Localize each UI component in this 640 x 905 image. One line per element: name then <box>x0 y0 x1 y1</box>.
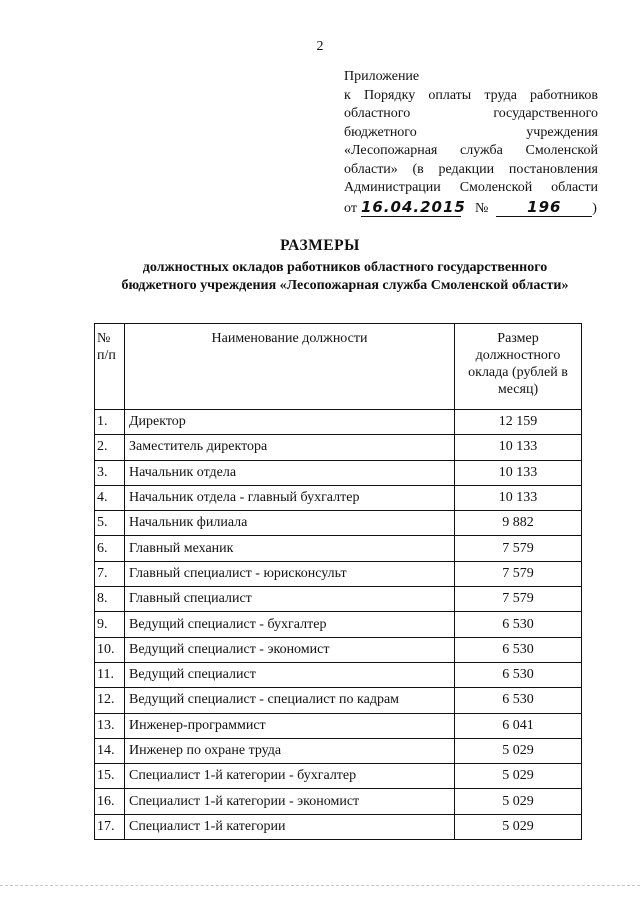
row-salary: 10 133 <box>455 485 582 510</box>
row-position: Директор <box>125 410 455 435</box>
row-number: 6. <box>95 536 125 561</box>
row-position: Специалист 1-й категории - экономист <box>125 789 455 814</box>
header-position: Наименование должности <box>125 324 455 410</box>
row-position: Главный специалист - юрисконсульт <box>125 561 455 586</box>
row-position: Специалист 1-й категории <box>125 814 455 839</box>
row-salary: 10 133 <box>455 435 582 460</box>
row-number: 14. <box>95 738 125 763</box>
table-row <box>95 536 582 561</box>
row-number: 10. <box>95 637 125 662</box>
table-row <box>95 814 582 839</box>
table-row <box>95 637 582 662</box>
row-salary: 6 041 <box>455 713 582 738</box>
row-salary: 5 029 <box>455 764 582 789</box>
row-salary: 7 579 <box>455 561 582 586</box>
appendix-line: бюджетного учреждения <box>344 124 598 140</box>
document-subtitle: должностных окладов работников областного государственного бюджетного учреждения «Лесопожарная служба Смоленской области» <box>121 260 569 293</box>
appendix-line: Администрации Смоленской области <box>344 180 598 195</box>
row-number: 13. <box>95 713 125 738</box>
row-position: Заместитель директора <box>125 435 455 460</box>
row-position: Ведущий специалист <box>125 662 455 687</box>
row-salary: 5 029 <box>455 789 582 814</box>
table-row <box>95 738 582 763</box>
table-row <box>95 410 582 435</box>
table-row <box>95 713 582 738</box>
appendix-line: к Порядку оплаты труда работников <box>344 87 598 103</box>
row-position: Главный механик <box>125 536 455 561</box>
row-number: 9. <box>95 612 125 637</box>
table-row <box>95 764 582 789</box>
row-number: 11. <box>95 662 125 687</box>
row-number: 3. <box>95 460 125 485</box>
row-number: 8. <box>95 587 125 612</box>
row-salary: 6 530 <box>455 637 582 662</box>
appendix-line: области» (в редакции постановления <box>344 161 598 177</box>
table-row <box>95 789 582 814</box>
row-position: Инженер по охране труда <box>125 738 455 763</box>
row-salary: 5 029 <box>455 814 582 839</box>
row-position: Ведущий специалист - специалист по кадрам <box>125 688 455 713</box>
row-position: Главный специалист <box>125 587 455 612</box>
table-row <box>95 511 582 536</box>
salary-table <box>94 323 582 840</box>
appendix-block <box>344 68 598 218</box>
row-salary: 5 029 <box>455 738 582 763</box>
row-position: Ведущий специалист - экономист <box>125 637 455 662</box>
header-salary: Размер должностного оклада (рублей в месяц) <box>455 324 582 410</box>
row-number: 2. <box>95 435 125 460</box>
closing-paren: ) <box>592 200 597 216</box>
row-number: 12. <box>95 688 125 713</box>
document-title: РАЗМЕРЫ <box>280 237 360 254</box>
row-position: Инженер-программист <box>125 713 455 738</box>
row-salary: 6 530 <box>455 688 582 713</box>
table-row <box>95 485 582 510</box>
row-number: 15. <box>95 764 125 789</box>
table-row <box>95 460 582 485</box>
row-position: Специалист 1-й категории - бухгалтер <box>125 764 455 789</box>
number-sign: № <box>474 200 489 216</box>
date-prefix: от <box>344 200 357 216</box>
row-position: Начальник отдела <box>125 460 455 485</box>
row-position: Ведущий специалист - бухгалтер <box>125 612 455 637</box>
row-salary: 6 530 <box>455 612 582 637</box>
row-position: Начальник филиала <box>125 511 455 536</box>
date-value: 16.04.2015 <box>360 197 466 216</box>
row-salary: 12 159 <box>455 410 582 435</box>
row-salary: 6 530 <box>455 662 582 687</box>
row-salary: 10 133 <box>455 460 582 485</box>
date-number-line <box>344 198 598 219</box>
table-row <box>95 435 582 460</box>
row-number: 4. <box>95 485 125 510</box>
table-row <box>95 688 582 713</box>
table-row <box>95 662 582 687</box>
table-header-row <box>95 324 582 410</box>
row-number: 5. <box>95 511 125 536</box>
row-salary: 9 882 <box>455 511 582 536</box>
table-row <box>95 612 582 637</box>
table-row <box>95 561 582 586</box>
table-row <box>95 587 582 612</box>
page-bottom-rule <box>0 885 640 886</box>
number-value: 196 <box>496 198 592 218</box>
row-number: 1. <box>95 410 125 435</box>
header-no: № п/п <box>95 324 125 410</box>
row-number: 7. <box>95 561 125 586</box>
row-number: 17. <box>95 814 125 839</box>
appendix-line: областного государственного <box>344 106 598 121</box>
row-salary: 7 579 <box>455 587 582 612</box>
row-salary: 7 579 <box>455 536 582 561</box>
page-number: 2 <box>316 39 324 54</box>
row-number: 16. <box>95 789 125 814</box>
appendix-line: «Лесопожарная служба Смоленской <box>344 143 598 158</box>
row-position: Начальник отдела - главный бухгалтер <box>125 485 455 510</box>
appendix-line: Приложение <box>344 69 420 84</box>
